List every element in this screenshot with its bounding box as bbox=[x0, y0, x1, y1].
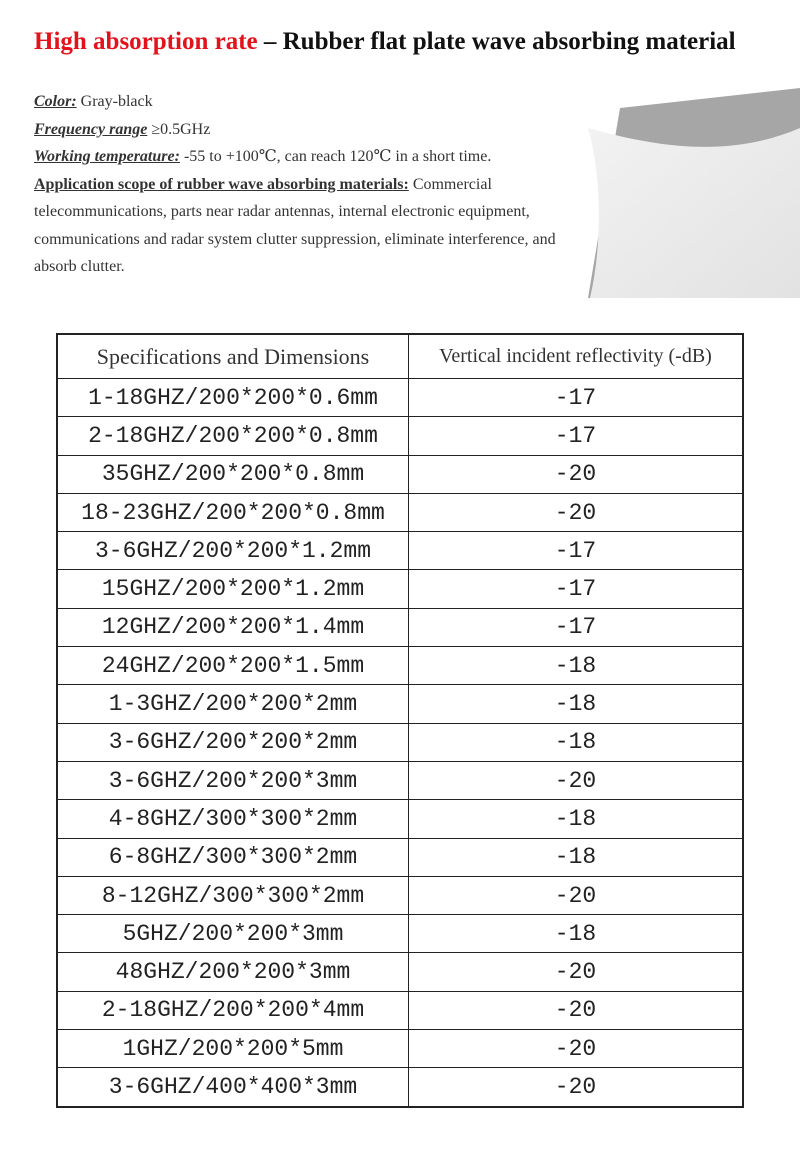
reflectivity-cell: -18 bbox=[409, 838, 744, 876]
reflectivity-cell: -17 bbox=[409, 379, 744, 417]
table-row bbox=[57, 608, 743, 646]
spec-cell: 8-12GHZ/300*300*2mm bbox=[57, 876, 409, 914]
table-row bbox=[57, 455, 743, 493]
table-row bbox=[57, 379, 743, 417]
spec-table bbox=[56, 333, 744, 1108]
table-row bbox=[57, 570, 743, 608]
reflectivity-cell: -20 bbox=[409, 493, 744, 531]
reflectivity-cell: -20 bbox=[409, 1068, 744, 1107]
table-row bbox=[57, 647, 743, 685]
spec-application bbox=[34, 171, 579, 281]
spec-color bbox=[34, 88, 579, 116]
page-title bbox=[34, 26, 794, 58]
rubber-sheet-image bbox=[560, 88, 800, 298]
title-rest: Rubber flat plate wave absorbing material bbox=[282, 28, 736, 55]
spec-temperature bbox=[34, 143, 579, 171]
spec-cell: 18-23GHZ/200*200*0.8mm bbox=[57, 493, 409, 531]
table-row bbox=[57, 1030, 743, 1068]
table-row bbox=[57, 1068, 743, 1107]
reflectivity-cell: -20 bbox=[409, 991, 744, 1029]
reflectivity-cell: -17 bbox=[409, 417, 744, 455]
spec-cell: 35GHZ/200*200*0.8mm bbox=[57, 455, 409, 493]
spec-cell: 1GHZ/200*200*5mm bbox=[57, 1030, 409, 1068]
table-row bbox=[57, 761, 743, 799]
spec-cell: 2-18GHZ/200*200*4mm bbox=[57, 991, 409, 1029]
title-dash: – bbox=[263, 28, 277, 55]
reflectivity-cell: -17 bbox=[409, 608, 744, 646]
spec-cell: 24GHZ/200*200*1.5mm bbox=[57, 647, 409, 685]
table-row bbox=[57, 685, 743, 723]
reflectivity-cell: -20 bbox=[409, 761, 744, 799]
spec-cell: 6-8GHZ/300*300*2mm bbox=[57, 838, 409, 876]
reflectivity-cell: -18 bbox=[409, 647, 744, 685]
spec-cell: 2-18GHZ/200*200*0.8mm bbox=[57, 417, 409, 455]
table-row bbox=[57, 838, 743, 876]
reflectivity-cell: -17 bbox=[409, 570, 744, 608]
spec-cell: 5GHZ/200*200*3mm bbox=[57, 915, 409, 953]
reflectivity-cell: -20 bbox=[409, 953, 744, 991]
header-reflectivity: Vertical incident reflectivity (-dB) bbox=[409, 334, 744, 379]
spec-temperature-label: Working temperature: bbox=[34, 148, 180, 165]
spec-cell: 1-18GHZ/200*200*0.6mm bbox=[57, 379, 409, 417]
spec-cell: 1-3GHZ/200*200*2mm bbox=[57, 685, 409, 723]
table-body bbox=[57, 379, 743, 1107]
spec-frequency bbox=[34, 116, 579, 144]
header-specs: Specifications and Dimensions bbox=[57, 334, 409, 379]
spec-color-value: Gray-black bbox=[76, 93, 153, 110]
reflectivity-cell: -20 bbox=[409, 455, 744, 493]
table-header-row bbox=[57, 334, 743, 379]
table-row bbox=[57, 915, 743, 953]
table-row bbox=[57, 876, 743, 914]
product-specs bbox=[34, 88, 579, 281]
spec-cell: 15GHZ/200*200*1.2mm bbox=[57, 570, 409, 608]
spec-cell: 3-6GHZ/400*400*3mm bbox=[57, 1068, 409, 1107]
table-row bbox=[57, 532, 743, 570]
reflectivity-cell: -17 bbox=[409, 532, 744, 570]
spec-application-label: Application scope of rubber wave absorbing materials: bbox=[34, 175, 409, 193]
spec-cell: 4-8GHZ/300*300*2mm bbox=[57, 800, 409, 838]
spec-frequency-label: Frequency range bbox=[34, 120, 148, 138]
table-row bbox=[57, 723, 743, 761]
reflectivity-cell: -18 bbox=[409, 685, 744, 723]
reflectivity-cell: -18 bbox=[409, 723, 744, 761]
reflectivity-cell: -18 bbox=[409, 800, 744, 838]
spec-cell: 3-6GHZ/200*200*1.2mm bbox=[57, 532, 409, 570]
table-row bbox=[57, 800, 743, 838]
spec-application-value: Commercial telecommunications, parts near radar antennas, internal electronic equipment, communications and radar system clutter suppression, eliminate interference, and absorb clutter. bbox=[34, 175, 556, 275]
spec-cell: 48GHZ/200*200*3mm bbox=[57, 953, 409, 991]
spec-cell: 3-6GHZ/200*200*3mm bbox=[57, 761, 409, 799]
spec-cell: 3-6GHZ/200*200*2mm bbox=[57, 723, 409, 761]
reflectivity-cell: -20 bbox=[409, 876, 744, 914]
spec-temperature-value: -55 to +100℃, can reach 120℃ in a short time. bbox=[179, 148, 492, 165]
table-row bbox=[57, 953, 743, 991]
spec-frequency-value: ≥0.5GHz bbox=[147, 120, 211, 138]
table-row bbox=[57, 493, 743, 531]
title-highlight: High absorption rate bbox=[34, 28, 258, 55]
spec-cell: 12GHZ/200*200*1.4mm bbox=[57, 608, 409, 646]
table-row bbox=[57, 991, 743, 1029]
spec-color-label: Color: bbox=[34, 93, 77, 110]
table-row bbox=[57, 417, 743, 455]
reflectivity-cell: -20 bbox=[409, 1030, 744, 1068]
reflectivity-cell: -18 bbox=[409, 915, 744, 953]
